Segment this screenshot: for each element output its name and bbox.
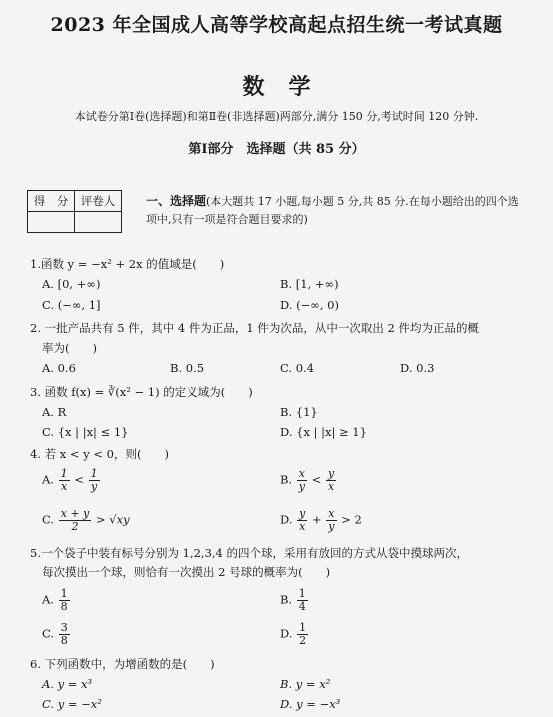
q4-option-a-letter: A. xyxy=(42,472,54,487)
denominator: 2 xyxy=(299,634,307,647)
q1-option-a: A. [0, +∞) xyxy=(42,277,101,291)
question-4-stem: 4. 若 x < y < 0，则( ) xyxy=(30,447,169,461)
denominator: 8 xyxy=(60,634,68,647)
q4-option-b-letter: B. xyxy=(280,472,293,487)
q3-option-d: D. {x | |x| ≥ 1} xyxy=(280,425,367,439)
q4-option-b xyxy=(280,468,337,493)
fraction xyxy=(297,468,307,493)
q4-option-d-letter: D. xyxy=(280,512,293,527)
score-table xyxy=(27,190,122,233)
question-1-stem: 1.函数 y = −x² + 2x 的值域是( ) xyxy=(30,257,225,271)
q5-option-d xyxy=(280,622,309,647)
grader-label: 评卷人 xyxy=(75,191,122,212)
fraction xyxy=(297,588,308,613)
expression: > √xy xyxy=(96,512,130,527)
denominator: y xyxy=(298,480,305,493)
numerator: x xyxy=(328,507,335,520)
numerator: x xyxy=(298,467,305,480)
numerator: 1 xyxy=(60,467,68,480)
q6-option-d: D. y = −x³ xyxy=(280,697,341,711)
exam-title: 2023 年全国成人高等学校高起点招生统一考试真题 xyxy=(50,14,503,36)
q3-option-b: B. {1} xyxy=(280,405,318,419)
numerator: y xyxy=(327,467,335,480)
q1-option-c: C. (−∞, 1] xyxy=(42,298,101,312)
denominator: 8 xyxy=(60,600,68,613)
numerator: y xyxy=(299,507,306,520)
numerator: 3 xyxy=(60,621,68,634)
q2-option-c: C. 0.4 xyxy=(280,361,314,375)
q4-option-c-letter: C. xyxy=(42,512,55,527)
q1-option-d: D. (−∞, 0) xyxy=(280,298,339,312)
part-heading: 第Ⅰ部分 选择题（共 85 分） xyxy=(188,142,365,157)
q6-option-a: A. y = x³ xyxy=(42,677,93,691)
q4-option-a xyxy=(42,468,101,493)
q2-option-a: A. 0.6 xyxy=(42,361,76,375)
operator: + xyxy=(312,512,322,527)
q5-option-c-letter: C. xyxy=(42,626,55,641)
q6-option-b: B. y = x² xyxy=(280,677,331,691)
fraction xyxy=(59,588,70,613)
question-5-stem-cont: 每次摸出一个球，则恰有一次摸出 2 号球的概率为( ) xyxy=(42,565,331,579)
question-2-stem: 2. 一批产品共有 5 件，其中 4 件为正品，1 件为次品，从中一次取出 2 件均为正品的概 xyxy=(30,321,479,335)
question-2-stem-cont: 率为( ) xyxy=(42,341,97,355)
fraction xyxy=(59,622,70,647)
section-instructions xyxy=(146,192,526,229)
q4-option-d xyxy=(280,508,362,533)
denominator: 4 xyxy=(298,600,306,613)
operator: < xyxy=(74,472,84,487)
q1-option-b: B. [1, +∞) xyxy=(280,277,339,291)
denominator: y xyxy=(90,480,98,493)
score-label: 得 分 xyxy=(28,191,75,212)
fraction xyxy=(59,468,70,493)
subject-title: 数学 xyxy=(242,74,335,100)
question-3-stem: 3. 函数 f(x) = ∛(x² − 1) 的定义域为( ) xyxy=(30,385,253,399)
q3-option-c: C. {x | |x| ≤ 1} xyxy=(42,425,129,439)
q3-option-a: A. R xyxy=(42,405,67,419)
denominator: x xyxy=(61,480,68,493)
expression: > 2 xyxy=(341,512,362,527)
q5-option-b xyxy=(280,588,309,613)
q5-option-a xyxy=(42,588,71,613)
fraction xyxy=(59,508,92,533)
section-heading: 一、选择题 xyxy=(146,194,207,208)
numerator: 1 xyxy=(298,587,306,600)
denominator: x xyxy=(327,480,335,493)
q2-option-b: B. 0.5 xyxy=(170,361,205,375)
fraction xyxy=(326,468,336,493)
q2-option-d: D. 0.3 xyxy=(400,361,435,375)
fraction xyxy=(297,508,307,533)
q5-option-d-letter: D. xyxy=(280,626,293,641)
denominator: 2 xyxy=(71,520,79,533)
fraction xyxy=(326,508,336,533)
denominator: x xyxy=(299,520,306,533)
numerator: x + y xyxy=(60,507,90,520)
numerator: 1 xyxy=(60,587,68,600)
q6-option-c: C. y = −x² xyxy=(42,697,102,711)
question-5-stem: 5.一个袋子中装有标号分别为 1,2,3,4 的四个球，采用有放回的方式从袋中摸球两次， xyxy=(30,546,469,560)
exam-intro: 本试卷分第Ⅰ卷(选择题)和第Ⅱ卷(非选择题)两部分,满分 150 分,考试时间 120 分钟. xyxy=(74,110,479,123)
q5-option-b-letter: B. xyxy=(280,592,293,607)
q5-option-a-letter: A. xyxy=(42,592,54,607)
numerator: 1 xyxy=(90,467,98,480)
denominator: y xyxy=(328,520,335,533)
q4-option-c xyxy=(42,508,130,533)
grader-cell xyxy=(75,212,122,233)
q5-option-c xyxy=(42,622,71,647)
numerator: 1 xyxy=(299,621,307,634)
fraction xyxy=(89,468,100,493)
fraction xyxy=(297,622,308,647)
operator: < xyxy=(311,472,322,487)
question-6-stem: 6. 下列函数中，为增函数的是( ) xyxy=(30,657,215,671)
score-cell xyxy=(28,212,75,233)
section-desc: (本大题共 17 小题,每小题 5 分,共 85 分.在每小题给出的四个选项中,只有一项是符合题目要求的) xyxy=(146,195,519,226)
